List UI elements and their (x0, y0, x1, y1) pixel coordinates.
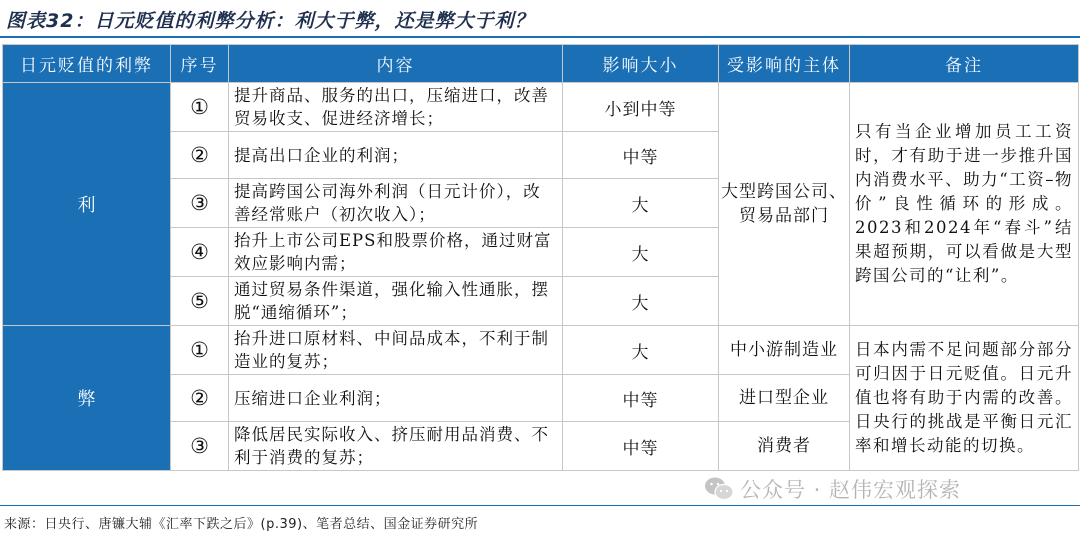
row-impact: 中等 (563, 422, 719, 471)
row-number: ② (171, 132, 229, 179)
watermark-text: 公众号 · 赵伟宏观探索 (740, 478, 962, 502)
header-note: 备注 (850, 45, 1079, 83)
header-impact: 影响大小 (563, 45, 719, 83)
row-impact: 中等 (563, 375, 719, 422)
row-content: 压缩进口企业利润； (229, 375, 563, 422)
source-note: 来源：日央行、唐镰大辅《汇率下跌之后》(p.39)、笔者总结、国金证券研究所 (4, 517, 479, 532)
row-content: 抬升上市公司EPS和股票价格，通过财富效应影响内需； (229, 228, 563, 277)
row-impact: 大 (563, 326, 719, 375)
row-number: ① (171, 326, 229, 375)
row-impact: 小到中等 (563, 83, 719, 132)
row-content: 提升商品、服务的出口，压缩进口，改善贸易收支、促进经济增长； (229, 83, 563, 132)
header-pros-cons: 日元贬值的利弊 (3, 45, 171, 83)
row-impact: 中等 (563, 132, 719, 179)
row-impact: 大 (563, 179, 719, 228)
row-content: 抬升进口原材料、中间品成本，不利于制造业的复苏； (229, 326, 563, 375)
benefit-label: 利 (3, 83, 171, 326)
benefit-note: 只有当企业增加员工工资时，才有助于进一步推升国内消费水平、助力“工资–物价”良性循环的形成。2023和2024年“春斗”结果超预期，可以看做是大型跨国公司的“让利”。 (850, 83, 1079, 326)
benefit-subject: 大型跨国公司、贸易品部门 (719, 83, 850, 326)
row-subject: 进口型企业 (719, 375, 850, 422)
row-number: ② (171, 375, 229, 422)
row-content: 通过贸易条件渠道，强化输入性通胀，摆脱“通缩循环”； (229, 277, 563, 326)
title-divider (0, 36, 1080, 38)
row-number: ③ (171, 179, 229, 228)
header-subject: 受影响的主体 (719, 45, 850, 83)
table-header-row (3, 45, 1079, 83)
row-impact: 大 (563, 277, 719, 326)
row-number: ③ (171, 422, 229, 471)
row-number: ① (171, 83, 229, 132)
table-row (3, 83, 1079, 132)
pros-cons-table (2, 44, 1079, 471)
wechat-icon (704, 476, 734, 502)
row-subject: 消费者 (719, 422, 850, 471)
harm-label: 弊 (3, 326, 171, 471)
row-impact: 大 (563, 228, 719, 277)
header-seq: 序号 (171, 45, 229, 83)
header-content: 内容 (229, 45, 563, 83)
row-content: 提高出口企业的利润； (229, 132, 563, 179)
bottom-divider (0, 505, 1080, 506)
row-content: 降低居民实际收入、挤压耐用品消费、不利于消费的复苏； (229, 422, 563, 471)
row-number: ⑤ (171, 277, 229, 326)
row-subject: 中小游制造业 (719, 326, 850, 375)
table-row (3, 326, 1079, 375)
harm-note: 日本内需不足问题部分部分可归因于日元贬值。日元升值也将有助于内需的改善。日央行的挑战是平衡日元汇率和增长动能的切换。 (850, 326, 1079, 471)
watermark (704, 474, 961, 504)
row-number: ④ (171, 228, 229, 277)
figure-title: 图表32：日元贬值的利弊分析：利大于弊，还是弊大于利？ (6, 10, 535, 32)
row-content: 提高跨国公司海外利润（日元计价），改善经常账户（初次收入）； (229, 179, 563, 228)
